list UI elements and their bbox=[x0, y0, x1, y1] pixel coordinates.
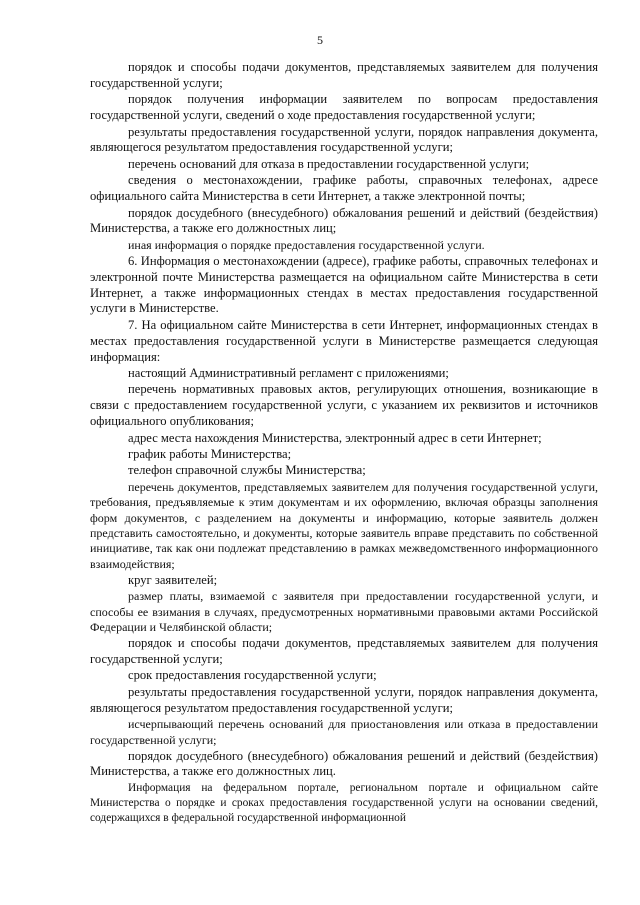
paragraph: перечень нормативных правовых актов, регулирующих отношения, возникающие в связи с предоставлением государственной услуги, с указанием их реквизитов и источников официального опубликования; bbox=[90, 382, 598, 429]
paragraph: исчерпывающий перечень оснований для приостановления или отказа в предоставлении государственной услуги; bbox=[90, 717, 598, 747]
paragraph: срок предоставления государственной услуги; bbox=[128, 668, 377, 683]
paragraph: порядок досудебного (внесудебного) обжалования решений и действий (бездействия) Министерства, а также его должностных лиц. bbox=[90, 748, 598, 779]
paragraph: график работы Министерства; bbox=[128, 446, 292, 461]
paragraph: 6. Информация о местонахождении (адресе), графике работы, справочных телефонах и электронной почте Министерства размещается на официальном сайте Министерства в сети Интернет, а также информационных стендах в местах предоставления государственной услуги в Министерстве. bbox=[90, 253, 598, 316]
paragraph: перечень оснований для отказа в предоставлении государственной услуги; bbox=[128, 156, 530, 171]
paragraph: круг заявителей; bbox=[128, 572, 218, 587]
paragraph: результаты предоставления государственной услуги, порядок направления документа, являющегося результатом предоставления государственной услуги; bbox=[90, 124, 598, 155]
document-body bbox=[90, 60, 598, 827]
paragraph: порядок получения информации заявителем по вопросам предоставления государственной услуги, сведений о ходе предоставления государственной услуги; bbox=[90, 92, 598, 123]
paragraph: 7. На официальном сайте Министерства в сети Интернет, информационных стендах в местах предоставления государственной услуги в Министерстве размещается следующая информация: bbox=[90, 317, 598, 364]
paragraph: Информация на федеральном портале, региональном портале и официальном сайте Министерства о порядке и сроках предоставления государственной услуги на основании сведений, содержащихся в федеральной государственной информационной bbox=[90, 781, 598, 825]
paragraph: порядок досудебного (внесудебного) обжалования решений и действий (бездействия) Министерства, а также его должностных лиц; bbox=[90, 205, 598, 236]
paragraph: сведения о местонахождении, графике работы, справочных телефонах, адресе официального сайта Министерства в сети Интернет, а также электронной почты; bbox=[90, 173, 598, 204]
page-number: 5 bbox=[317, 33, 323, 47]
paragraph: настоящий Административный регламент с приложениями; bbox=[128, 365, 449, 380]
paragraph: порядок и способы подачи документов, представляемых заявителем для получения государственной услуги; bbox=[90, 636, 598, 666]
paragraph: адрес места нахождения Министерства, электронный адрес в сети Интернет; bbox=[128, 430, 542, 445]
paragraph: результаты предоставления государственной услуги, порядок направления документа, являющегося результатом предоставления государственной услуги; bbox=[90, 684, 598, 715]
paragraph: размер платы, взимаемой с заявителя при предоставлении государственной услуги, и способы ее взимания в случаях, предусмотренных нормативными правовыми актами Российской Федерации и Челябинской области; bbox=[90, 589, 598, 635]
paragraph: иная информация о порядке предоставления государственной услуги. bbox=[128, 237, 485, 252]
paragraph: телефон справочной службы Министерства; bbox=[128, 463, 366, 478]
paragraph: порядок и способы подачи документов, представляемых заявителем для получения государственной услуги; bbox=[90, 60, 598, 90]
paragraph: перечень документов, представляемых заявителем для получения государственной услуги, требования, предъявляемые к этим документам и их оформлению, включая образцы заполнения форм документов, с разделением на документы и информацию, которые заявитель должен представить самостоятельно, и документы, которые заявитель вправе представить по собственной инициативе, так как они подлежат представлению в рамках межведомственного информационного взаимодействия; bbox=[90, 479, 598, 571]
